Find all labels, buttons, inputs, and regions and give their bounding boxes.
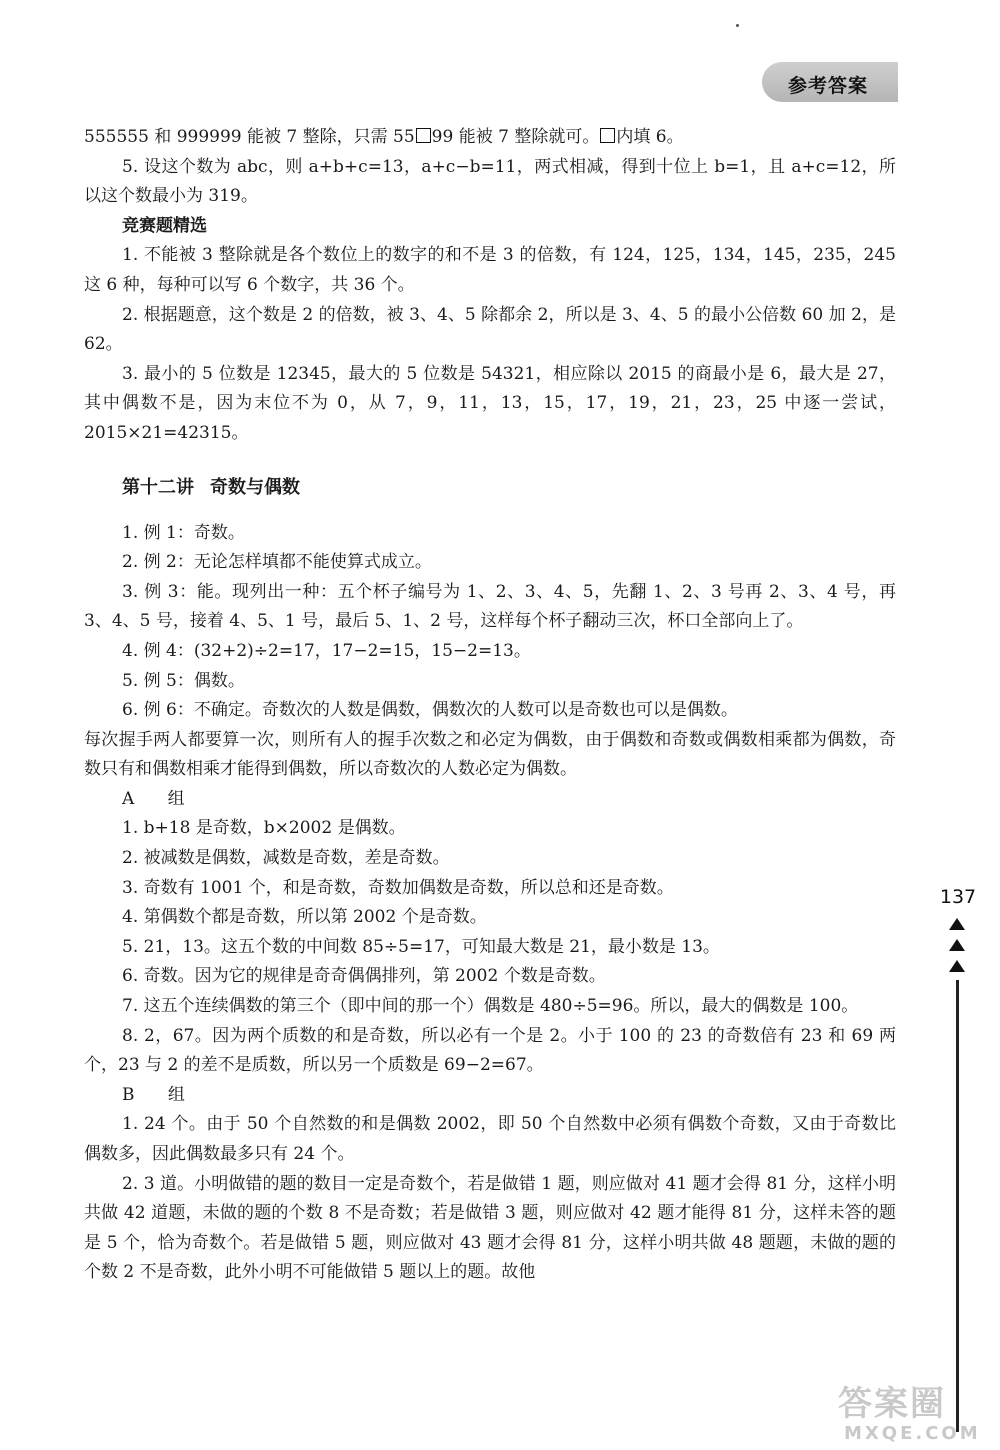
answer-item: 1. b+18 是奇数，b×2002 是偶数。 bbox=[122, 818, 406, 839]
print-speck bbox=[736, 24, 739, 27]
triangle-marker-icon bbox=[949, 960, 965, 972]
answer-item: 2. 例 2：无论怎样填都不能使算式成立。 bbox=[122, 552, 432, 573]
answer-item: 1. 例 1：奇数。 bbox=[122, 522, 245, 543]
paragraph-continued bbox=[84, 123, 896, 153]
answer-item: 2. 3 道。小明做错的题的数目一定是奇数个，若是做错 1 题，则应做对 41 题才会得 81 分，这样小明共做 42 道题，未做的题的个数 8 不是奇数；若是做错 3 题，则应做对 42 题才能得 81 分，这样未答的题是 5 个，恰为奇数个。若是做错 5 题，则应做对 43 题才会得 81 分，这样小明共做 48 题题，未做的题的个数 2 不是奇数，此外小明不可能做错 5 题以上的题。故他 bbox=[84, 1173, 896, 1283]
lecture-number: 第十二讲 bbox=[122, 476, 194, 498]
answer-item: 3. 奇数有 1001 个，和是奇数，奇数加偶数是奇数，所以总和还是奇数。 bbox=[122, 877, 674, 898]
watermark-line1: 答案圈 bbox=[838, 1384, 946, 1424]
watermark-line2: MXQE.COM bbox=[844, 1423, 981, 1444]
answer-item: 2. 根据题意，这个数是 2 的倍数，被 3、4、5 除都余 2，所以是 3、4、5 的最小公倍数 60 加 2，是 62。 bbox=[84, 304, 896, 355]
section-badge bbox=[762, 62, 898, 102]
answer-item: 1. 24 个。由于 50 个自然数的和是偶数 2002，即 50 个自然数中必须有偶数个奇数，又由于奇数比偶数多，因此偶数最多只有 24 个。 bbox=[84, 1114, 896, 1164]
answer-item: 3. 最小的 5 位数是 12345，最大的 5 位数是 54321，相应除以 2015 的商最小是 6，最大是 27，其中偶数不是，因为末位不为 0，从 7，9，11，13，15，17，19，21，23，25 中逐一尝试，2015×21=42315。 bbox=[84, 363, 896, 443]
answer-item: 2. 被减数是偶数，减数是奇数，差是奇数。 bbox=[122, 848, 450, 869]
lecture-heading bbox=[122, 473, 896, 503]
section-heading-competition: 竞赛题精选 bbox=[122, 215, 207, 236]
answer-item: 5. 21，13。这五个数的中间数 85÷5=17，可知最大数是 21，最小数是 13。 bbox=[122, 936, 720, 957]
blank-box-icon bbox=[600, 128, 615, 143]
answer-item: 4. 例 4：(32+2)÷2=17，17−2=15，15−2=13。 bbox=[122, 640, 531, 661]
group-heading-b: B 组 bbox=[122, 1084, 199, 1105]
blank-box-icon bbox=[416, 128, 431, 143]
answer-item: 1. 不能被 3 整除就是各个数位上的数字的和不是 3 的倍数，有 124，125，134，145，235，245 这 6 种，每种可以写 6 个数字，共 36 个。 bbox=[84, 245, 896, 295]
text-run: 99 能被 7 整除就可。 bbox=[431, 127, 600, 147]
answer-item: 5. 设这个数为 abc，则 a+b+c=13，a+c−b=11，两式相减，得到十位上 b=1，且 a+c=12，所以这个数最小为 319。 bbox=[84, 156, 896, 207]
answer-content bbox=[84, 123, 896, 1288]
triangle-marker-icon bbox=[949, 939, 965, 951]
page-number: 137 bbox=[939, 886, 977, 908]
answer-item: 7. 这五个连续偶数的第三个（即中间的那一个）偶数是 480÷5=96。所以，最大的偶数是 100。 bbox=[122, 996, 859, 1017]
answer-item-continued: 每次握手两人都要算一次，则所有人的握手次数之和必定为偶数，由于偶数和奇数或偶数相乘都为偶数，奇数只有和偶数相乘才能得到偶数，所以奇数次的人数必定为偶数。 bbox=[84, 729, 896, 780]
answer-item: 4. 第偶数个都是奇数，所以第 2002 个是奇数。 bbox=[122, 907, 487, 928]
margin-rule bbox=[956, 980, 959, 1432]
text-run: 内填 6。 bbox=[616, 127, 684, 147]
group-heading-a: A 组 bbox=[122, 788, 199, 809]
watermark-logo bbox=[838, 1385, 988, 1445]
answer-item: 6. 奇数。因为它的规律是奇奇偶偶排列，第 2002 个数是奇数。 bbox=[122, 966, 606, 987]
lecture-title: 奇数与偶数 bbox=[210, 476, 300, 498]
answer-item: 6. 例 6：不确定。奇数次的人数是偶数，偶数次的人数可以是奇数也可以是偶数。 bbox=[122, 700, 738, 721]
section-badge-label: 参考答案 bbox=[788, 75, 869, 97]
text-run: 555555 和 999999 能被 7 整除，只需 55 bbox=[84, 127, 415, 147]
answer-item: 3. 例 3：能。现列出一种：五个杯子编号为 1、2、3、4、5，先翻 1、2、3 号再 2、3、4 号，再 3、4、5 号，接着 4、5、1 号，最后 5、1、2 号，这样每个杯子翻动三次，杯口全部向上了。 bbox=[84, 581, 896, 632]
answer-item: 5. 例 5：偶数。 bbox=[122, 670, 245, 691]
triangle-marker-icon bbox=[949, 918, 965, 930]
answer-item: 8. 2，67。因为两个质数的和是奇数，所以必有一个是 2。小于 100 的 23 的奇数倍有 23 和 69 两个，23 与 2 的差不是质数，所以另一个质数是 69−2=67。 bbox=[84, 1025, 896, 1076]
